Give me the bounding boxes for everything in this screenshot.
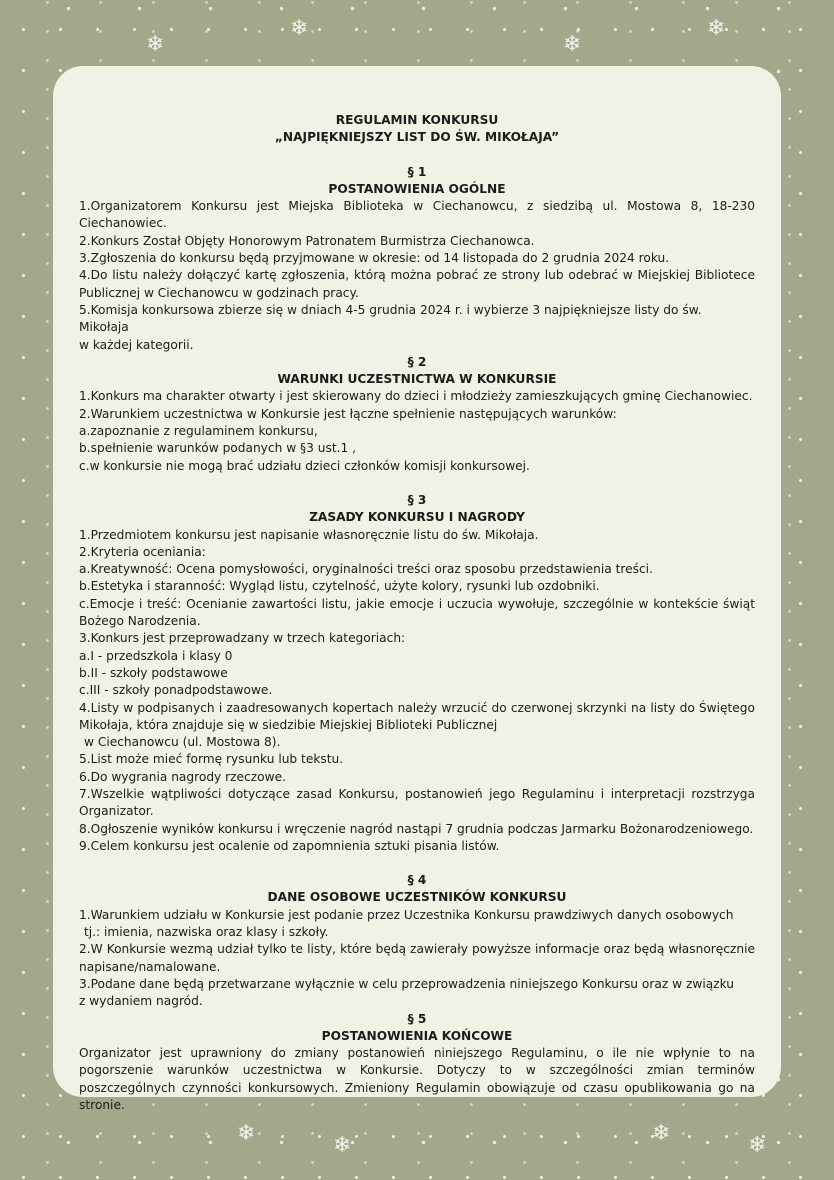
section-3-heading: ZASADY KONKURSU I NAGRODY	[309, 510, 525, 525]
section-4-item: 3.Podane dane będą przetwarzane wyłącznie w celu przeprowadzenia niniejszego Konkursu oraz w związku	[79, 976, 734, 991]
section-3-item: 3.Konkurs jest przeprowadzany w trzech kategoriach:	[79, 631, 406, 646]
section-4-heading: DANE OSOBOWE UCZESTNIKÓW KONKURSU	[267, 890, 567, 905]
section-2-heading: WARUNKI UCZESTNICTWA W KONKURSIE	[277, 372, 557, 387]
document-subtitle: „NAJPIĘKNIEJSZY LIST DO ŚW. MIKOŁAJA”	[274, 130, 560, 145]
regulations-card	[53, 66, 781, 1113]
section-1-number: § 1	[407, 164, 427, 179]
section-2-item: c.w konkursie nie mogą brać udziału dzieci członków komisji konkursowej.	[79, 458, 530, 473]
section-1-item: 5.Komisja konkursowa zbierze się w dniach 4-5 grudnia 2024 r. i wybierze 3 najpiękniejsze listy do św. Mikołaja	[79, 302, 702, 335]
section-2-item: 2.Warunkiem uczestnictwa w Konkursie jest łączne spełnienie następujących warunków:	[79, 406, 617, 421]
section-3-item: 9.Celem konkursu jest ocalenie od zapomnienia sztuki pisania listów.	[79, 838, 500, 853]
section-4-item: 1.Warunkiem udziału w Konkursie jest podanie przez Uczestnika Konkursu prawdziwych danych osobowych	[79, 907, 734, 922]
document-title: REGULAMIN KONKURSU	[335, 113, 499, 127]
section-1-item: w każdej kategorii.	[79, 337, 194, 352]
section-3-item: 8.Ogłoszenie wyników konkursu i wręczenie nagród nastąpi 7 grudnia podczas Jarmarku Bożonarodzeniowego.	[79, 821, 754, 836]
section-2-item: b.spełnienie warunków podanych w §3 ust.1 ,	[79, 441, 356, 456]
section-3-item: 1.Przedmiotem konkursu jest napisanie własnoręcznie listu do św. Mikołaja.	[79, 527, 539, 542]
section-1-heading: POSTANOWIENIA OGÓLNE	[328, 181, 506, 196]
section-3-number: § 3	[407, 492, 427, 507]
snowflake-icon: ❄	[290, 16, 309, 41]
section-5-item: Organizator jest uprawniony do zmiany postanowień niniejszego Regulaminu, o ile nie wpłynie to na pogorszenie warunków uczestnictwa w Konkursie. Dotyczy to w szczególności zmian terminów poszczególnych czynności konkursowych. Zmieniony Regulamin obowiązuje od czasu opublikowania go na stronie.	[79, 1046, 755, 1113]
section-3-item: 6.Do wygrania nagrody rzeczowe.	[79, 769, 286, 784]
section-2-number: § 2	[407, 354, 427, 369]
section-3-item: 2.Kryteria oceniania:	[79, 544, 206, 559]
section-3-item: a.I - przedszkola i klasy 0	[79, 648, 233, 663]
snowflake-icon: ❄	[146, 32, 165, 57]
snowflake-icon: ❄	[333, 1133, 352, 1158]
section-2-item: 1.Konkurs ma charakter otwarty i jest skierowany do dzieci i młodzieży zamieszkujących gminę Ciechanowiec.	[79, 389, 753, 404]
section-1-item: 3.Zgłoszenia do konkursu będą przyjmowane w okresie: od 14 listopada do 2 grudnia 2024 roku.	[79, 251, 670, 266]
section-3-item: b.II - szkoły podstawowe	[79, 665, 228, 680]
section-3-item: 7.Wszelkie wątpliwości dotyczące zasad Konkursu, postanowień jego Regulaminu i interpretacji rozstrzyga Organizator.	[79, 786, 755, 819]
section-4-item: 2.W Konkursie wezmą udział tylko te listy, które będą zawierały powyższe informacje oraz będą własnoręcznie napisane/namalowane.	[79, 942, 755, 974]
section-4-item: z wydaniem nagród.	[79, 994, 203, 1009]
snowflake-icon: ❄	[707, 16, 726, 41]
section-5-number: § 5	[407, 1011, 427, 1026]
section-3-item: c.III - szkoły ponadpodstawowe.	[79, 683, 273, 698]
section-3-item: b.Estetyka i staranność: Wygląd listu, czytelność, użyte kolory, rysunki lub ozdobniki.	[79, 579, 600, 594]
section-3-item: w Ciechanowcu (ul. Mostowa 8).	[84, 735, 281, 750]
snowflake-icon: ❄	[563, 32, 582, 57]
snowflake-icon: ❄	[748, 1133, 767, 1158]
section-1-item: 2.Konkurs Został Objęty Honorowym Patronatem Burmistrza Ciechanowca.	[79, 233, 535, 248]
section-1-item: 4.Do listu należy dołączyć kartę zgłoszenia, którą można pobrać ze strony lub odebrać w Miejskiej Bibliotece Publicznej w Ciechanowcu w godzinach pracy.	[79, 268, 755, 300]
section-2-item: a.zapoznanie z regulaminem konkursu,	[79, 424, 318, 439]
section-5-heading: POSTANOWIENIA KOŃCOWE	[321, 1028, 513, 1043]
section-3-item: a.Kreatywność: Ocena pomysłowości, oryginalności treści oraz sposobu przedstawienia treści.	[79, 562, 653, 577]
section-3-item: c.Emocje i treść: Ocenianie zawartości listu, jakie emocje i uczucia wywołuje, szczególnie w kontekście świąt Bożego Narodzenia.	[79, 596, 755, 629]
snowflake-icon: ❄	[237, 1121, 256, 1146]
snowflake-icon: ❄	[652, 1121, 671, 1146]
section-3-item: 4.Listy w podpisanych i zaadresowanych kopertach należy wrzucić do czerwonej skrzynki na listy do Świętego Mikołaja, która znajduje się w siedzibie Miejskiej Biblioteki Publicznej	[79, 700, 755, 732]
section-3-item: 5.List może mieć formę rysunku lub tekstu.	[79, 752, 344, 767]
section-1-item: 1.Organizatorem Konkursu jest Miejska Biblioteka w Ciechanowcu, z siedzibą ul. Mostowa 8, 18-230 Ciechanowiec.	[79, 199, 755, 231]
section-4-number: § 4	[407, 873, 427, 888]
section-4-item: tj.: imienia, nazwiska oraz klasy i szkoły.	[84, 925, 329, 940]
